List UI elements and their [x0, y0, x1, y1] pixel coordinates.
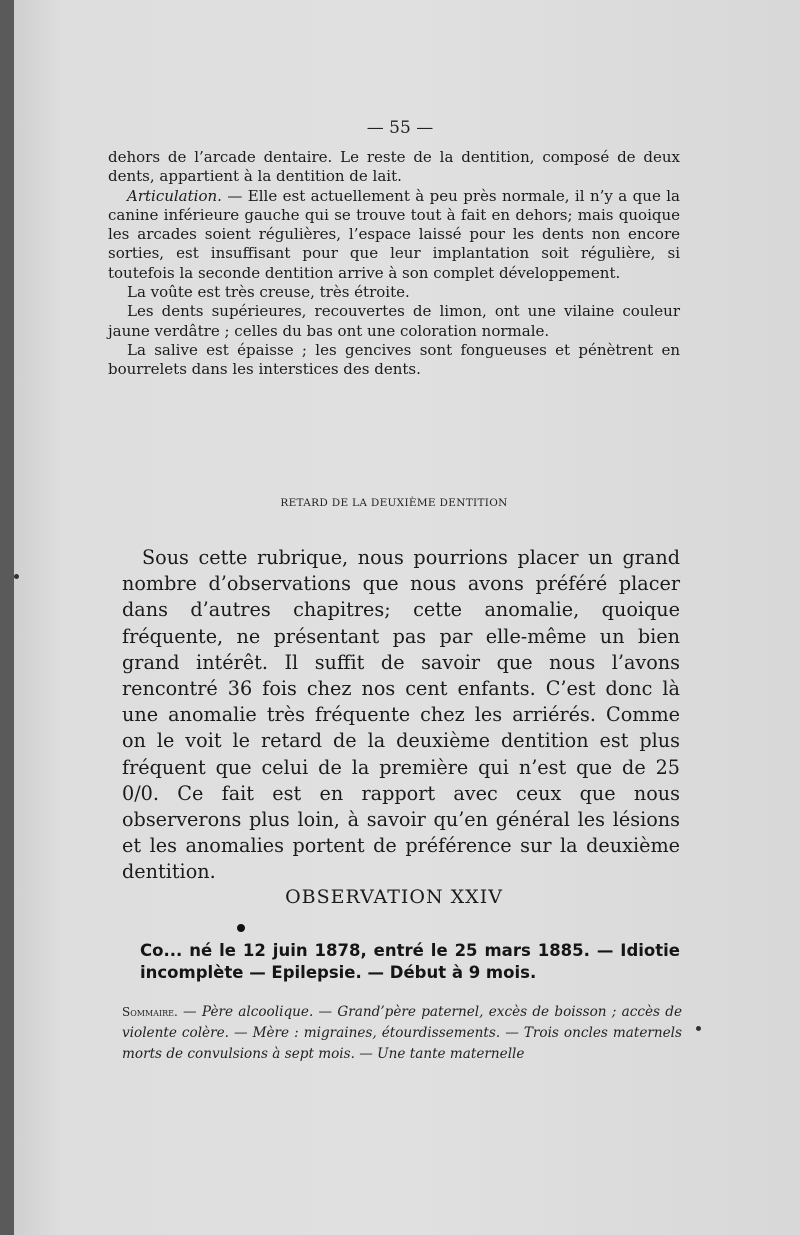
paragraph-articulation — [108, 187, 680, 283]
ink-dot — [237, 924, 245, 932]
observation-title: OBSERVATION XXIV — [285, 886, 503, 908]
paragraph-continuation: dehors de l’arcade dentaire. Le reste de la dentition, composé de deux dents, appartient à la dentition de lait. — [108, 148, 680, 186]
section-heading: RETARD DE LA DEUXIÈME DENTITION — [280, 497, 508, 509]
sommaire — [122, 1002, 682, 1065]
paragraph-dents: Les dents supérieures, recouvertes de limon, ont une vilaine couleur jaune verdâtre ; celles du bas ont une coloration normale. — [108, 302, 680, 340]
page-number: — 55 — — [366, 118, 434, 138]
sommaire-label: Sommaire. — [122, 1005, 178, 1019]
margin-mark-right — [696, 1026, 701, 1031]
paragraph-salive: La salive est épaisse ; les gencives sont fongueuses et pénètrent en bourrelets dans les interstices des dents. — [108, 340, 680, 379]
articulation-text: — Elle est actuellement à peu près normale, il n’y a que la canine inférieure gauche qui se trouve tout à fait en dehors; mais quoique les arcades soient régulières, l’espace laissé pour les dents non encore sorties, est insuffisant pour que leur implantation soit régulière, si toutefois la seconde dentition arrive à son complet développement. — [108, 186, 680, 282]
articulation-label: Articulation. — [127, 186, 222, 205]
paragraph-voute: La voûte est très creuse, très étroite. — [127, 283, 410, 302]
observation-intro: Co... né le 12 juin 1878, entré le 25 mars 1885. — Idiotie incomplète — Epilepsie. — Début à 9 mois. — [140, 941, 680, 982]
main-paragraph — [122, 545, 680, 886]
margin-mark-left — [14, 574, 19, 579]
intro-text-block — [108, 148, 680, 380]
main-paragraph-text: Sous cette rubrique, nous pourrions placer un grand nombre d’observations que nous avons préféré placer dans d’autres chapitres; cette anomalie, quoique fréquente, ne présentant pas par elle-même un bien grand intérêt. Il suffit de savoir que nous l’avons rencontré 36 fois chez nos cent enfants. C’est donc là une anomalie très fréquente chez les arriérés. Comme on le voit le retard de la deuxième dentition est plus fréquent que celui de la première qui n’est que de 25 0/0. Ce fait est en rapport avec ceux que nous observerons plus loin, à savoir qu’en général les lésions et les anomalies portent de préférence sur la deuxième dentition. — [122, 546, 680, 884]
sommaire-text: — Père alcoolique. — Grand’père paternel, excès de boisson ; accès de violente colère. — Mère : migraines, étourdissements. — Trois oncles maternels morts de convulsions à sept mois. — Une tante maternelle — [122, 1004, 682, 1062]
